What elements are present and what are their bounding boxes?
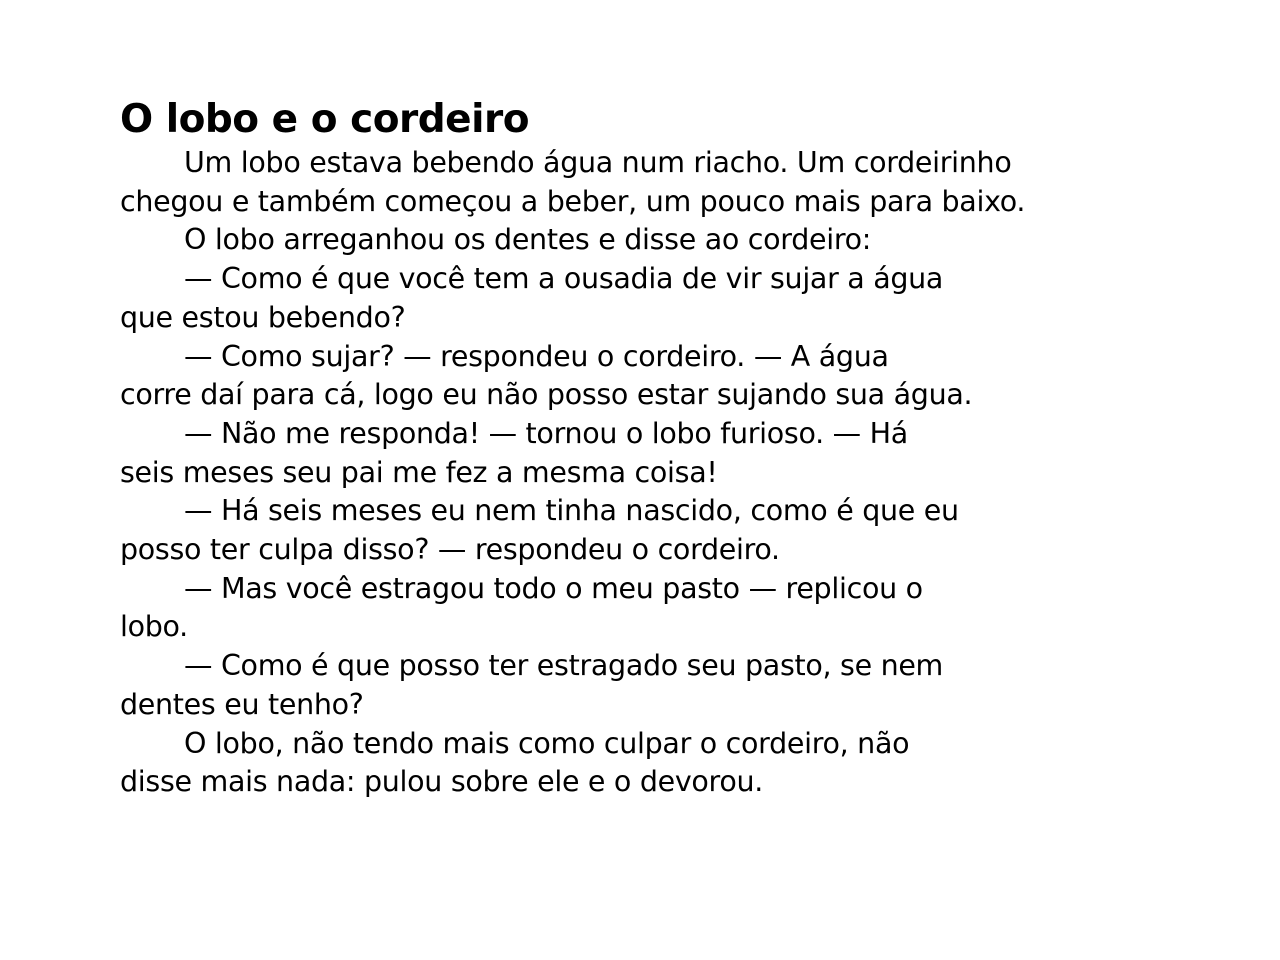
story-title: O lobo e o cordeiro	[120, 97, 529, 142]
document	[120, 96, 1220, 802]
paragraph	[120, 570, 1220, 647]
text-line: O lobo arreganhou os dentes e disse ao cordeiro:	[184, 223, 872, 257]
text-line: posso ter culpa disso? — respondeu o cordeiro.	[120, 533, 780, 567]
text-line: seis meses seu pai me fez a mesma coisa!	[120, 455, 718, 489]
text-line: — Mas você estragou todo o meu pasto — replicou o	[184, 571, 923, 605]
text-line: — Há seis meses eu nem tinha nascido, como é que eu	[184, 494, 959, 528]
paragraph	[120, 144, 1220, 221]
text-line: corre daí para cá, logo eu não posso estar sujando sua água.	[120, 378, 973, 412]
text-line: — Como sujar? — respondeu o cordeiro. — A água	[184, 339, 889, 373]
paragraph	[120, 415, 1220, 492]
paragraph	[120, 492, 1220, 569]
paragraph	[120, 260, 1220, 337]
text-line: chegou e também começou a beber, um pouco mais para baixo.	[120, 184, 1026, 218]
text-line: — Como é que você tem a ousadia de vir sujar a água	[184, 262, 944, 296]
text-line: — Como é que posso ter estragado seu pasto, se nem	[184, 649, 944, 683]
text-line: — Não me responda! — tornou o lobo furioso. — Há	[184, 416, 908, 450]
text-line: dentes eu tenho?	[120, 687, 364, 721]
paragraph	[120, 647, 1220, 724]
text-line: Um lobo estava bebendo água num riacho. Um cordeirinho	[184, 146, 1012, 179]
text-line: disse mais nada: pulou sobre ele e o devorou.	[120, 765, 764, 799]
text-line: lobo.	[120, 610, 188, 644]
paragraph	[120, 338, 1220, 415]
text-line: O lobo, não tendo mais como culpar o cordeiro, não	[184, 726, 910, 760]
text-line: que estou bebendo?	[120, 300, 406, 334]
paragraph	[120, 221, 1220, 260]
paragraph	[120, 725, 1220, 802]
